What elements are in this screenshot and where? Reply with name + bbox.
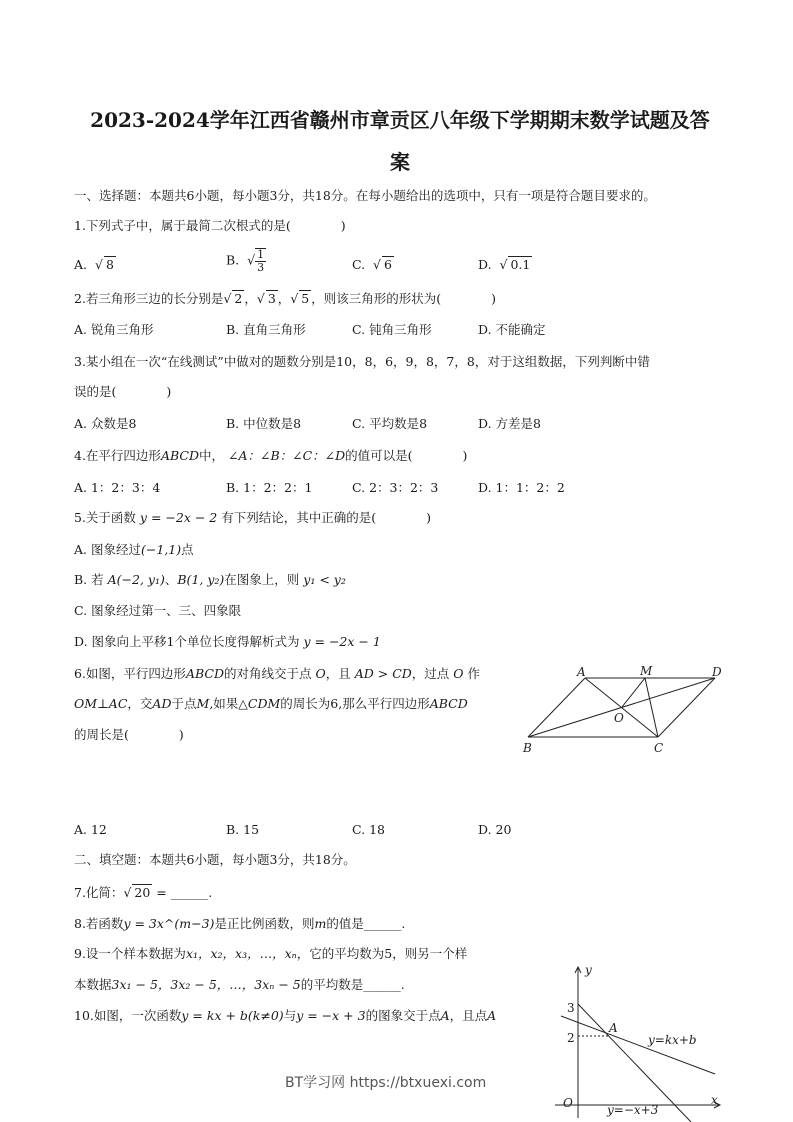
q10-label-x: x (711, 1093, 718, 1107)
q4-option-b: B. 1：2：2：1 (226, 480, 313, 495)
q4-option-d: D. 1：1：2：2 (478, 480, 565, 495)
q10-label-origin: O (563, 1096, 573, 1110)
q4-option-a: A. 1：2：3：4 (74, 480, 161, 495)
q6-option-a: A. 12 (74, 822, 107, 837)
q10-tick-3: 3 (567, 1001, 575, 1015)
q6-option-b: B. 15 (226, 822, 260, 837)
q5-option-a: A. 图象经过(−1,1)点 (74, 542, 194, 557)
section-heading-fill: 二、填空题：本题共6小题，每小题3分，共18分。 (74, 852, 356, 867)
q1-option-c: C. √ 6 (352, 257, 392, 272)
site-watermark: BT学习网 https://btxuexi.com (285, 1075, 487, 1091)
q9-stem-line1: 9.设一个样本数据为x₁，x₂，x₃，…，xₙ，它的平均数为5，则另一个样 (74, 946, 468, 961)
q6-label-d: D (712, 665, 722, 679)
q3-option-d: D. 方差是8 (478, 416, 541, 431)
q3-stem-line1: 3.某小组在一次“在线测试”中做对的题数分别是10，8，6，9，8，7，8，对于这组数据，下列判断中错 (74, 354, 650, 369)
q9-stem-line2: 本数据3x₁ − 5，3x₂ − 5，…，3xₙ − 5的平均数是______. (74, 977, 405, 992)
q3-option-a: A. 众数是8 (74, 416, 137, 431)
q2-option-d: D. 不能确定 (478, 322, 546, 337)
q2-stem: 2.若三角形三边的长分别是√ 2 ，√ 3 ，√ 5 ，则该三角形的形状为( ) (74, 291, 496, 306)
q5-option-c: C. 图象经过第一、三、四象限 (74, 603, 242, 618)
q1-option-a: A. √ 8 (74, 257, 114, 272)
q1-stem: 1.下列式子中，属于最简二次根式的是( ) (74, 218, 346, 233)
q6-segment-om (622, 678, 645, 707)
q6-label-o: O (614, 711, 624, 725)
q1-option-d: D. √ 0.1 (478, 257, 531, 272)
q2-option-a: A. 锐角三角形 (74, 322, 154, 337)
q10-label-line1: y=kx+b (648, 1033, 697, 1047)
q6-label-c: C (654, 741, 664, 755)
q10-graph-figure (545, 962, 735, 1122)
section-heading-choice: 一、选择题：本题共6小题，每小题3分，共18分。在每小题给出的选项中，只有一项是符合题目要求的。 (74, 188, 656, 203)
q3-option-c: C. 平均数是8 (352, 416, 428, 431)
q10-stem: 10.如图，一次函数y = kx + b(k≠0)与y = −x + 3的图象交于点A，且点A (74, 1008, 497, 1023)
q10-label-a: A (609, 1021, 618, 1035)
q7-stem: 7.化简：√ 20 = ______. (74, 885, 213, 900)
q2-option-c: C. 钝角三角形 (352, 322, 432, 337)
q6-label-b: B (523, 741, 532, 755)
q10-label-line2: y=−x+3 (607, 1103, 659, 1117)
q6-stem-line1: 6.如图，平行四边形ABCD的对角线交于点 O，且 AD > CD，过点 O 作 (74, 666, 481, 681)
q3-option-b: B. 中位数是8 (226, 416, 302, 431)
doc-title-line2: 案 (390, 150, 410, 174)
q5-option-b: B. 若 A(−2, y₁)、B(1, y₂)在图象上，则 y₁ < y₂ (74, 572, 346, 587)
q4-option-c: C. 2：3：2：3 (352, 480, 439, 495)
doc-title-line1: 2023-2024学年江西省赣州市章贡区八年级下学期期末数学试题及答 (90, 108, 710, 132)
q6-stem-line2: OM⊥AC，交AD于点M,如果△CDM的周长为6,那么平行四边形ABCD (74, 696, 468, 711)
q5-stem: 5.关于函数 y = −2x − 2 有下列结论，其中正确的是( ) (74, 510, 432, 525)
q6-label-a: A (577, 665, 586, 679)
q5-option-d: D. 图象向上平移1个单位长度得解析式为 y = −2x − 1 (74, 634, 381, 649)
q6-option-d: D. 20 (478, 822, 512, 837)
q2-option-b: B. 直角三角形 (226, 322, 306, 337)
q6-option-c: C. 18 (352, 822, 385, 837)
q8-stem: 8.若函数y = 3x^(m−3)是正比例函数，则m的值是______. (74, 916, 406, 931)
q1-option-b: B. √ $\frac{1}{3}$ (226, 248, 265, 274)
q3-stem-line2: 误的是( ) (74, 384, 172, 399)
q6-stem-line3: 的周长是( ) (74, 727, 184, 742)
q10-tick-2: 2 (567, 1031, 575, 1045)
q6-label-m: M (640, 664, 653, 678)
q10-label-y: y (585, 963, 592, 977)
q4-stem: 4.在平行四边形ABCD中， ∠A：∠B：∠C：∠D的值可以是( ) (74, 448, 468, 463)
q6-parallelogram-figure (520, 664, 740, 764)
